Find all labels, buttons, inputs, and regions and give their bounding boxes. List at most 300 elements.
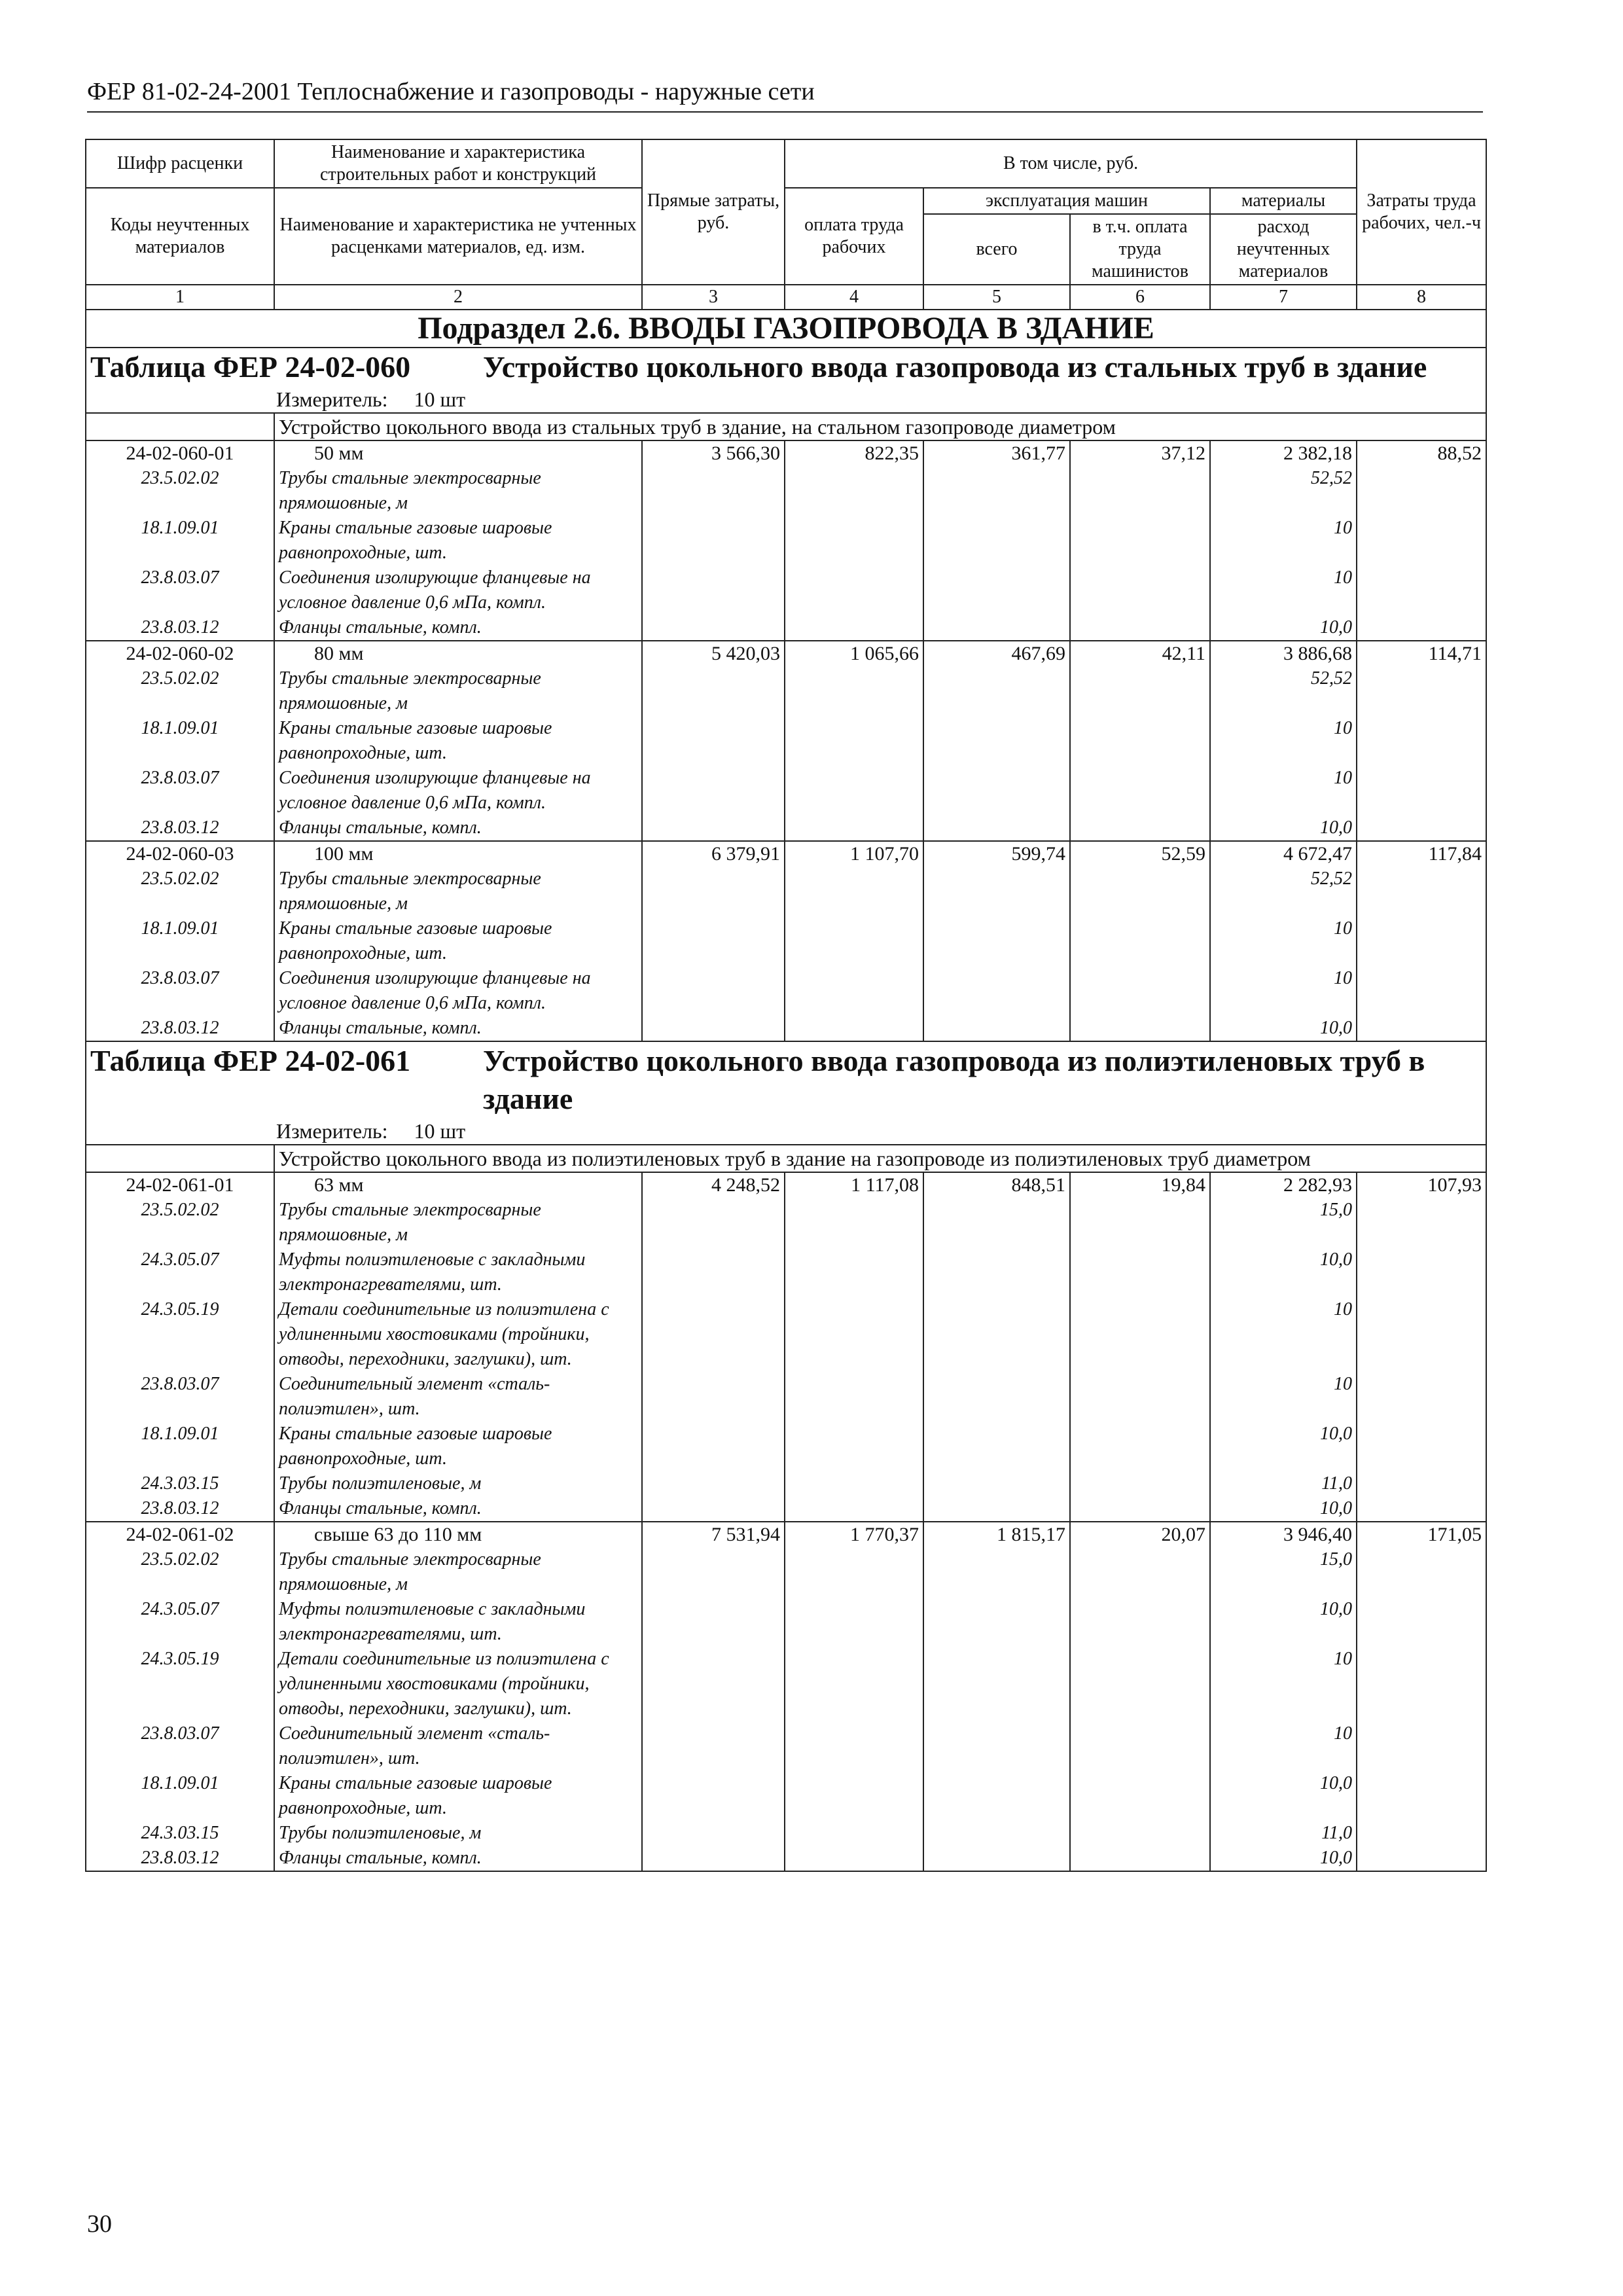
labor-cost: 171,05 — [1357, 1522, 1486, 1547]
empty-cell — [923, 516, 1070, 565]
table-label: Таблица ФЕР 24-02-061 — [90, 1044, 411, 1077]
col-machines: эксплуатация машин — [923, 188, 1210, 214]
material-code: 24.3.05.19 — [86, 1647, 274, 1721]
table-header — [86, 139, 1486, 310]
empty-cell — [785, 1721, 923, 1771]
empty-cell — [642, 966, 785, 1016]
material-row — [86, 916, 1486, 966]
col-number: 8 — [1357, 285, 1486, 310]
labor-cost: 117,84 — [1357, 841, 1486, 867]
material-name: Соединения изолирующие фланцевые на условное давление 0,6 мПа, компл. — [274, 565, 642, 615]
material-qty: 10,0 — [1210, 816, 1357, 841]
empty-cell — [785, 1297, 923, 1372]
empty-cell — [1070, 766, 1210, 816]
material-code: 24.3.05.07 — [86, 1597, 274, 1647]
table-title-row — [86, 1041, 1486, 1118]
material-code: 18.1.09.01 — [86, 916, 274, 966]
material-row — [86, 1198, 1486, 1247]
empty-cell — [1357, 1647, 1486, 1721]
empty-cell — [1070, 615, 1210, 641]
material-row — [86, 1471, 1486, 1496]
empty-cell — [1357, 816, 1486, 841]
material-name: Детали соединительные из полиэтилена с удлиненными хвостовиками (тройники, отводы, переходники, заглушки), шт. — [274, 1297, 642, 1372]
empty-cell — [1070, 1496, 1210, 1522]
rate-code: 24-02-061-02 — [86, 1522, 274, 1547]
empty-cell — [1070, 1547, 1210, 1597]
material-row — [86, 1247, 1486, 1297]
material-row — [86, 766, 1486, 816]
empty-cell — [1070, 1771, 1210, 1821]
empty-cell — [785, 1422, 923, 1471]
empty-cell — [1357, 1372, 1486, 1422]
col-number: 5 — [923, 285, 1070, 310]
material-code: 23.5.02.02 — [86, 1547, 274, 1597]
direct-cost: 4 248,52 — [642, 1172, 785, 1198]
empty-cell — [1070, 716, 1210, 766]
empty-cell — [642, 1372, 785, 1422]
col-number: 7 — [1210, 285, 1357, 310]
subsection-title: Подраздел 2.6. ВВОДЫ ГАЗОПРОВОДА В ЗДАНИЕ — [86, 310, 1486, 348]
material-name: Трубы стальные электросварные прямошовные, м — [274, 1547, 642, 1597]
material-row — [86, 816, 1486, 841]
material-code: 18.1.09.01 — [86, 1422, 274, 1471]
material-qty: 10,0 — [1210, 1597, 1357, 1647]
empty-cell — [1070, 1721, 1210, 1771]
wages-cost: 1 117,08 — [785, 1172, 923, 1198]
rate-code: 24-02-060-01 — [86, 440, 274, 466]
direct-cost: 3 566,30 — [642, 440, 785, 466]
rate-name: 63 мм — [274, 1172, 642, 1198]
wages-cost: 1 065,66 — [785, 641, 923, 666]
empty-cell — [642, 1547, 785, 1597]
material-name: Краны стальные газовые шаровые равнопроходные, шт. — [274, 1422, 642, 1471]
material-row — [86, 1846, 1486, 1871]
material-code: 23.8.03.12 — [86, 1846, 274, 1871]
empty-cell — [1070, 966, 1210, 1016]
empty-cell — [785, 916, 923, 966]
empty-cell — [1357, 1846, 1486, 1871]
material-row — [86, 716, 1486, 766]
empty-cell — [923, 1771, 1070, 1821]
col-code: Шифр расценки — [86, 139, 274, 188]
material-qty: 10 — [1210, 966, 1357, 1016]
empty-cell — [642, 1597, 785, 1647]
meter-row — [86, 386, 1486, 413]
material-name: Трубы стальные электросварные прямошовные, м — [274, 867, 642, 916]
material-name: Фланцы стальные, компл. — [274, 1016, 642, 1041]
empty-cell — [642, 565, 785, 615]
empty-cell — [1357, 1471, 1486, 1496]
material-name: Трубы стальные электросварные прямошовные, м — [274, 1198, 642, 1247]
empty-cell — [1070, 867, 1210, 916]
empty-cell — [642, 1647, 785, 1721]
material-code: 23.8.03.12 — [86, 615, 274, 641]
table-title: Устройство цокольного ввода газопровода из полиэтиленовых труб в здание — [483, 1044, 1425, 1115]
material-row — [86, 1422, 1486, 1471]
empty-cell — [642, 1721, 785, 1771]
col-mat-codes: Коды неучтенных материалов — [86, 188, 274, 285]
wages-cost: 1 770,37 — [785, 1522, 923, 1547]
empty-cell — [1357, 1198, 1486, 1247]
rate-code: 24-02-060-03 — [86, 841, 274, 867]
machines-wages: 52,59 — [1070, 841, 1210, 867]
material-row — [86, 1547, 1486, 1597]
empty-cell — [923, 966, 1070, 1016]
meter-label: Измеритель: — [276, 1119, 388, 1143]
empty-cell — [923, 1247, 1070, 1297]
rate-code: 24-02-060-02 — [86, 641, 274, 666]
material-code: 24.3.05.07 — [86, 1247, 274, 1297]
page-header: ФЕР 81-02-24-2001 Теплоснабжение и газопроводы - наружные сети — [87, 77, 1483, 113]
material-name: Краны стальные газовые шаровые равнопроходные, шт. — [274, 916, 642, 966]
material-row — [86, 1016, 1486, 1041]
empty-cell — [785, 1198, 923, 1247]
material-qty: 10,0 — [1210, 615, 1357, 641]
material-name: Фланцы стальные, компл. — [274, 816, 642, 841]
table-title: Устройство цокольного ввода газопровода из стальных труб в здание — [483, 350, 1427, 384]
empty-cell — [785, 816, 923, 841]
empty-cell — [923, 1846, 1070, 1871]
material-code: 23.8.03.12 — [86, 1016, 274, 1041]
empty-cell — [642, 1247, 785, 1297]
material-qty: 52,52 — [1210, 666, 1357, 716]
empty-cell — [1070, 1247, 1210, 1297]
price-table — [85, 139, 1487, 1872]
material-name: Фланцы стальные, компл. — [274, 1496, 642, 1522]
material-name: Соединения изолирующие фланцевые на условное давление 0,6 мПа, компл. — [274, 766, 642, 816]
labor-cost: 107,93 — [1357, 1172, 1486, 1198]
empty-cell — [785, 1547, 923, 1597]
machines-cost: 599,74 — [923, 841, 1070, 867]
table-body — [86, 310, 1486, 1871]
empty-cell — [1070, 1198, 1210, 1247]
material-row — [86, 1372, 1486, 1422]
empty-cell — [1357, 1597, 1486, 1647]
material-qty: 10,0 — [1210, 1771, 1357, 1821]
material-name: Соединения изолирующие фланцевые на условное давление 0,6 мПа, компл. — [274, 966, 642, 1016]
material-row — [86, 1821, 1486, 1846]
material-code: 23.5.02.02 — [86, 867, 274, 916]
empty-cell — [1357, 1547, 1486, 1597]
material-row — [86, 867, 1486, 916]
empty-cell — [785, 966, 923, 1016]
page-number: 30 — [87, 2210, 112, 2238]
material-name: Трубы стальные электросварные прямошовные, м — [274, 466, 642, 516]
rate-name: 80 мм — [274, 641, 642, 666]
col-wages: оплата труда рабочих — [785, 188, 923, 285]
empty-cell — [642, 1297, 785, 1372]
col-direct: Прямые затраты, руб. — [642, 139, 785, 285]
col-number: 4 — [785, 285, 923, 310]
empty-cell — [785, 565, 923, 615]
empty-cell — [642, 1771, 785, 1821]
empty-cell — [1070, 1422, 1210, 1471]
empty-cell — [642, 816, 785, 841]
empty-cell — [642, 1821, 785, 1846]
empty-cell — [642, 1016, 785, 1041]
empty-cell — [1070, 1846, 1210, 1871]
material-qty: 10 — [1210, 766, 1357, 816]
material-code: 23.8.03.07 — [86, 1372, 274, 1422]
empty-cell — [1357, 867, 1486, 916]
material-code: 23.8.03.12 — [86, 816, 274, 841]
material-qty: 11,0 — [1210, 1821, 1357, 1846]
material-code: 23.8.03.07 — [86, 966, 274, 1016]
wages-cost: 822,35 — [785, 440, 923, 466]
table-label: Таблица ФЕР 24-02-060 — [90, 350, 411, 384]
material-qty: 10 — [1210, 916, 1357, 966]
empty-cell — [1070, 816, 1210, 841]
meter-value: 10 шт — [414, 1119, 466, 1143]
empty-cell — [923, 1016, 1070, 1041]
empty-cell — [785, 1496, 923, 1522]
empty-cell — [923, 816, 1070, 841]
empty-cell — [642, 615, 785, 641]
empty-cell — [1357, 516, 1486, 565]
material-qty: 11,0 — [1210, 1471, 1357, 1496]
rate-name: 50 мм — [274, 440, 642, 466]
material-qty: 10 — [1210, 1647, 1357, 1721]
machines-wages: 20,07 — [1070, 1522, 1210, 1547]
materials-cost: 3 946,40 — [1210, 1522, 1357, 1547]
table-row — [86, 841, 1486, 867]
empty-cell — [1357, 1422, 1486, 1471]
empty-cell — [1357, 1771, 1486, 1821]
col-incl: В том числе, руб. — [785, 139, 1357, 188]
col-materials: материалы — [1210, 188, 1357, 214]
empty-cell — [1357, 615, 1486, 641]
empty-cell — [642, 1846, 785, 1871]
material-row — [86, 666, 1486, 716]
empty-cell — [1070, 516, 1210, 565]
material-qty: 10 — [1210, 1297, 1357, 1372]
machines-wages: 42,11 — [1070, 641, 1210, 666]
table-description: Устройство цокольного ввода из полиэтиленовых труб в здание на газопроводе из полиэтиленовых труб диаметром — [274, 1145, 1486, 1172]
col-number: 3 — [642, 285, 785, 310]
material-code: 23.8.03.07 — [86, 766, 274, 816]
empty-cell — [785, 1247, 923, 1297]
materials-cost: 2 382,18 — [1210, 440, 1357, 466]
table-title-row — [86, 348, 1486, 386]
material-row — [86, 1297, 1486, 1372]
empty-cell — [1070, 916, 1210, 966]
empty-cell — [1357, 916, 1486, 966]
empty-cell — [1357, 966, 1486, 1016]
material-code: 23.5.02.02 — [86, 466, 274, 516]
material-row — [86, 1721, 1486, 1771]
empty-cell — [923, 1597, 1070, 1647]
material-name: Муфты полиэтиленовые с закладными электронагревателями, шт. — [274, 1247, 642, 1297]
empty-cell — [923, 1496, 1070, 1522]
empty-cell — [923, 1821, 1070, 1846]
table-row — [86, 440, 1486, 466]
empty-cell — [1357, 466, 1486, 516]
machines-cost: 467,69 — [923, 641, 1070, 666]
table-row — [86, 1522, 1486, 1547]
material-code: 24.3.03.15 — [86, 1471, 274, 1496]
material-qty: 10 — [1210, 516, 1357, 565]
meter-label: Измеритель: — [276, 387, 388, 411]
empty-cell — [923, 916, 1070, 966]
empty-cell — [785, 716, 923, 766]
empty-cell — [923, 1547, 1070, 1597]
col-number: 1 — [86, 285, 274, 310]
machines-wages: 19,84 — [1070, 1172, 1210, 1198]
empty-cell — [1357, 1496, 1486, 1522]
direct-cost: 7 531,94 — [642, 1522, 785, 1547]
material-name: Соединительный элемент «сталь-полиэтилен», шт. — [274, 1721, 642, 1771]
empty-cell — [1070, 666, 1210, 716]
material-name: Краны стальные газовые шаровые равнопроходные, шт. — [274, 1771, 642, 1821]
empty-cell — [642, 1422, 785, 1471]
empty-cell — [923, 565, 1070, 615]
empty-cell — [785, 1771, 923, 1821]
empty-cell — [923, 1372, 1070, 1422]
empty-cell — [1357, 1297, 1486, 1372]
empty-cell — [923, 1721, 1070, 1771]
material-qty: 10 — [1210, 1721, 1357, 1771]
table-row — [86, 641, 1486, 666]
material-code: 23.8.03.12 — [86, 1496, 274, 1522]
labor-cost: 88,52 — [1357, 440, 1486, 466]
empty-cell — [642, 766, 785, 816]
empty-cell — [923, 766, 1070, 816]
col-machines-total: всего — [923, 214, 1070, 285]
material-row — [86, 565, 1486, 615]
material-qty: 10,0 — [1210, 1247, 1357, 1297]
material-name: Краны стальные газовые шаровые равнопроходные, шт. — [274, 716, 642, 766]
material-code: 23.5.02.02 — [86, 666, 274, 716]
material-row — [86, 1597, 1486, 1647]
material-row — [86, 516, 1486, 565]
material-code: 18.1.09.01 — [86, 1771, 274, 1821]
material-row — [86, 1496, 1486, 1522]
material-code: 18.1.09.01 — [86, 516, 274, 565]
empty-cell — [642, 1496, 785, 1522]
material-name: Трубы полиэтиленовые, м — [274, 1471, 642, 1496]
material-qty: 15,0 — [1210, 1198, 1357, 1247]
empty-cell — [785, 867, 923, 916]
material-qty: 10,0 — [1210, 1846, 1357, 1871]
material-row — [86, 615, 1486, 641]
empty-cell — [642, 1198, 785, 1247]
empty-cell — [785, 666, 923, 716]
material-name: Трубы стальные электросварные прямошовные, м — [274, 666, 642, 716]
direct-cost: 5 420,03 — [642, 641, 785, 666]
empty-cell — [642, 867, 785, 916]
empty-cell — [785, 1821, 923, 1846]
material-code: 23.8.03.07 — [86, 565, 274, 615]
empty-cell — [785, 1016, 923, 1041]
material-code: 24.3.05.19 — [86, 1297, 274, 1372]
col-name: Наименование и характеристика строительных работ и конструкций — [274, 139, 642, 188]
empty-cell — [1357, 1721, 1486, 1771]
col-labor: Затраты труда рабочих, чел.-ч — [1357, 139, 1486, 285]
material-qty: 10,0 — [1210, 1496, 1357, 1522]
meter-value: 10 шт — [414, 387, 466, 411]
material-qty: 10 — [1210, 1372, 1357, 1422]
material-name: Трубы полиэтиленовые, м — [274, 1821, 642, 1846]
col-materials-sub: расход неучтенных материалов — [1210, 214, 1357, 285]
empty-cell — [785, 466, 923, 516]
material-qty: 10 — [1210, 716, 1357, 766]
empty-cell — [642, 516, 785, 565]
empty-cell — [1357, 1016, 1486, 1041]
empty-cell — [642, 466, 785, 516]
materials-cost: 3 886,68 — [1210, 641, 1357, 666]
empty-cell — [1357, 716, 1486, 766]
material-name: Муфты полиэтиленовые с закладными электронагревателями, шт. — [274, 1597, 642, 1647]
materials-cost: 2 282,93 — [1210, 1172, 1357, 1198]
empty-cell — [1357, 565, 1486, 615]
empty-cell — [923, 716, 1070, 766]
machines-cost: 1 815,17 — [923, 1522, 1070, 1547]
rate-code: 24-02-061-01 — [86, 1172, 274, 1198]
empty-cell — [785, 766, 923, 816]
material-qty: 10,0 — [1210, 1016, 1357, 1041]
labor-cost: 114,71 — [1357, 641, 1486, 666]
machines-wages: 37,12 — [1070, 440, 1210, 466]
table-row — [86, 1172, 1486, 1198]
empty-cell — [1070, 1647, 1210, 1721]
rate-name: 100 мм — [274, 841, 642, 867]
empty-cell — [1070, 466, 1210, 516]
material-qty: 52,52 — [1210, 867, 1357, 916]
material-name: Фланцы стальные, компл. — [274, 615, 642, 641]
empty-cell — [1070, 1597, 1210, 1647]
empty-cell — [785, 516, 923, 565]
material-row — [86, 966, 1486, 1016]
col-machines-wages: в т.ч. оплата труда машинистов — [1070, 214, 1210, 285]
material-name: Соединительный элемент «сталь-полиэтилен», шт. — [274, 1372, 642, 1422]
col-mat-names: Наименование и характеристика не учтенных расценками материалов, ед. изм. — [274, 188, 642, 285]
col-number: 2 — [274, 285, 642, 310]
empty-cell — [642, 716, 785, 766]
empty-cell — [923, 1297, 1070, 1372]
empty-cell — [1070, 1297, 1210, 1372]
material-row — [86, 466, 1486, 516]
col-number: 6 — [1070, 285, 1210, 310]
direct-cost: 6 379,91 — [642, 841, 785, 867]
material-name: Фланцы стальные, компл. — [274, 1846, 642, 1871]
material-code: 24.3.03.15 — [86, 1821, 274, 1846]
wages-cost: 1 107,70 — [785, 841, 923, 867]
machines-cost: 361,77 — [923, 440, 1070, 466]
desc-spacer — [86, 1145, 274, 1172]
empty-cell — [923, 867, 1070, 916]
material-row — [86, 1771, 1486, 1821]
empty-cell — [923, 1471, 1070, 1496]
material-qty: 10,0 — [1210, 1422, 1357, 1471]
empty-cell — [1070, 1471, 1210, 1496]
empty-cell — [785, 1372, 923, 1422]
desc-spacer — [86, 413, 274, 440]
empty-cell — [642, 916, 785, 966]
empty-cell — [1070, 1016, 1210, 1041]
empty-cell — [923, 1422, 1070, 1471]
empty-cell — [642, 666, 785, 716]
empty-cell — [785, 1846, 923, 1871]
material-code: 23.5.02.02 — [86, 1198, 274, 1247]
material-name: Детали соединительные из полиэтилена с удлиненными хвостовиками (тройники, отводы, переходники, заглушки), шт. — [274, 1647, 642, 1721]
empty-cell — [1357, 766, 1486, 816]
rate-name: свыше 63 до 110 мм — [274, 1522, 642, 1547]
table-description: Устройство цокольного ввода из стальных труб в здание, на стальном газопроводе диаметром — [274, 413, 1486, 440]
material-qty: 52,52 — [1210, 466, 1357, 516]
empty-cell — [785, 615, 923, 641]
empty-cell — [923, 666, 1070, 716]
material-qty: 15,0 — [1210, 1547, 1357, 1597]
